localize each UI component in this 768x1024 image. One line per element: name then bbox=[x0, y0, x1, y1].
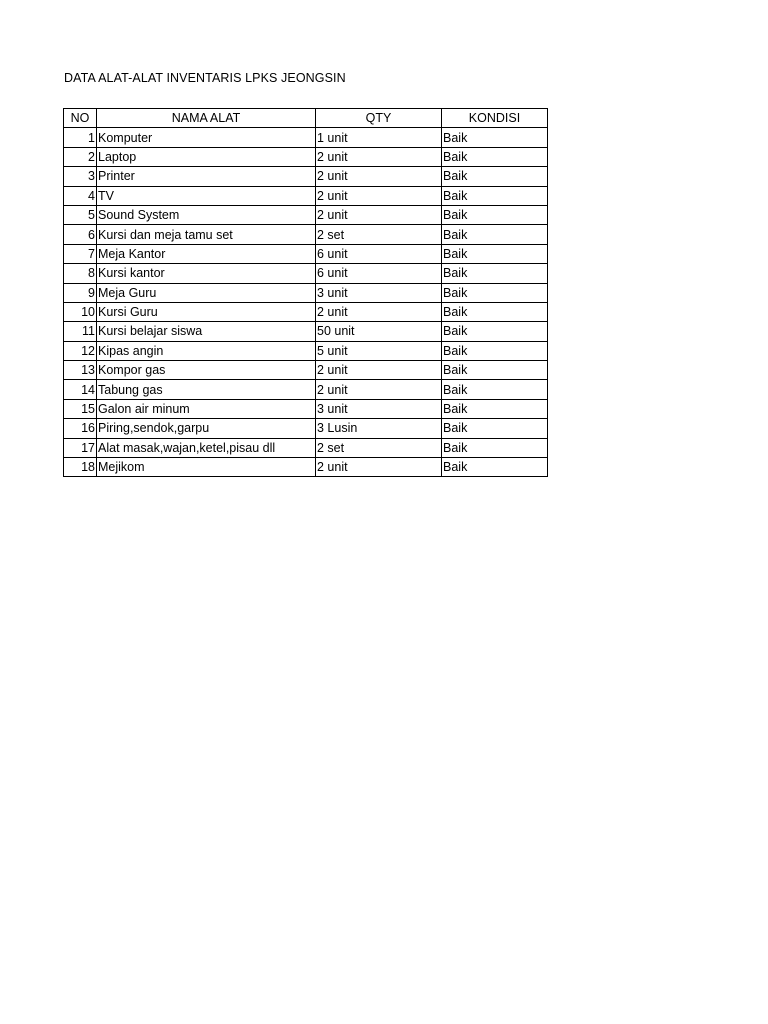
item-condition: Baik bbox=[442, 128, 548, 147]
item-condition: Baik bbox=[442, 341, 548, 360]
item-quantity: 5 unit bbox=[316, 341, 442, 360]
table-row bbox=[64, 128, 548, 147]
item-quantity: 6 unit bbox=[316, 244, 442, 263]
row-number: 2 bbox=[64, 147, 97, 166]
item-name: Printer bbox=[97, 167, 316, 186]
table-row bbox=[64, 147, 548, 166]
item-quantity: 3 unit bbox=[316, 399, 442, 418]
item-condition: Baik bbox=[442, 167, 548, 186]
item-name: Kursi dan meja tamu set bbox=[97, 225, 316, 244]
item-condition: Baik bbox=[442, 264, 548, 283]
item-condition: Baik bbox=[442, 419, 548, 438]
table-row bbox=[64, 438, 548, 457]
item-name: Kompor gas bbox=[97, 361, 316, 380]
item-name: Galon air minum bbox=[97, 399, 316, 418]
item-quantity: 3 Lusin bbox=[316, 419, 442, 438]
item-name: Kursi Guru bbox=[97, 302, 316, 321]
item-condition: Baik bbox=[442, 399, 548, 418]
item-name: TV bbox=[97, 186, 316, 205]
page-title: DATA ALAT-ALAT INVENTARIS LPKS JEONGSIN bbox=[64, 71, 346, 85]
table-row bbox=[64, 322, 548, 341]
item-quantity: 2 unit bbox=[316, 167, 442, 186]
item-name: Piring,sendok,garpu bbox=[97, 419, 316, 438]
item-quantity: 50 unit bbox=[316, 322, 442, 341]
row-number: 11 bbox=[64, 322, 97, 341]
table-row bbox=[64, 399, 548, 418]
table-row bbox=[64, 205, 548, 224]
item-condition: Baik bbox=[442, 302, 548, 321]
row-number: 7 bbox=[64, 244, 97, 263]
item-quantity: 2 unit bbox=[316, 361, 442, 380]
item-condition: Baik bbox=[442, 186, 548, 205]
row-number: 4 bbox=[64, 186, 97, 205]
item-quantity: 2 set bbox=[316, 438, 442, 457]
table-row bbox=[64, 167, 548, 186]
row-number: 9 bbox=[64, 283, 97, 302]
item-quantity: 2 unit bbox=[316, 205, 442, 224]
item-quantity: 2 unit bbox=[316, 186, 442, 205]
item-condition: Baik bbox=[442, 322, 548, 341]
item-name: Tabung gas bbox=[97, 380, 316, 399]
row-number: 18 bbox=[64, 458, 97, 477]
item-condition: Baik bbox=[442, 205, 548, 224]
row-number: 16 bbox=[64, 419, 97, 438]
item-name: Meja Kantor bbox=[97, 244, 316, 263]
table-row bbox=[64, 458, 548, 477]
item-name: Kursi kantor bbox=[97, 264, 316, 283]
item-quantity: 2 unit bbox=[316, 380, 442, 399]
table-row bbox=[64, 283, 548, 302]
table-body bbox=[64, 128, 548, 477]
table-row bbox=[64, 361, 548, 380]
item-name: Meja Guru bbox=[97, 283, 316, 302]
row-number: 10 bbox=[64, 302, 97, 321]
row-number: 13 bbox=[64, 361, 97, 380]
row-number: 5 bbox=[64, 205, 97, 224]
item-quantity: 2 unit bbox=[316, 147, 442, 166]
header-condition: KONDISI bbox=[442, 109, 548, 128]
row-number: 8 bbox=[64, 264, 97, 283]
item-quantity: 2 unit bbox=[316, 458, 442, 477]
row-number: 15 bbox=[64, 399, 97, 418]
table-row bbox=[64, 380, 548, 399]
item-name: Sound System bbox=[97, 205, 316, 224]
header-no: NO bbox=[64, 109, 97, 128]
table-row bbox=[64, 341, 548, 360]
header-qty: QTY bbox=[316, 109, 442, 128]
item-condition: Baik bbox=[442, 283, 548, 302]
table-row bbox=[64, 419, 548, 438]
row-number: 17 bbox=[64, 438, 97, 457]
item-quantity: 2 unit bbox=[316, 302, 442, 321]
item-name: Kursi belajar siswa bbox=[97, 322, 316, 341]
header-name: NAMA ALAT bbox=[97, 109, 316, 128]
item-name: Mejikom bbox=[97, 458, 316, 477]
row-number: 1 bbox=[64, 128, 97, 147]
item-condition: Baik bbox=[442, 225, 548, 244]
item-quantity: 3 unit bbox=[316, 283, 442, 302]
item-quantity: 2 set bbox=[316, 225, 442, 244]
item-name: Laptop bbox=[97, 147, 316, 166]
item-condition: Baik bbox=[442, 458, 548, 477]
item-condition: Baik bbox=[442, 438, 548, 457]
table-row bbox=[64, 244, 548, 263]
table-row bbox=[64, 264, 548, 283]
inventory-table bbox=[63, 108, 548, 477]
item-condition: Baik bbox=[442, 380, 548, 399]
item-name: Kipas angin bbox=[97, 341, 316, 360]
item-quantity: 6 unit bbox=[316, 264, 442, 283]
row-number: 3 bbox=[64, 167, 97, 186]
item-name: Komputer bbox=[97, 128, 316, 147]
row-number: 6 bbox=[64, 225, 97, 244]
item-name: Alat masak,wajan,ketel,pisau dll bbox=[97, 438, 316, 457]
table-header-row bbox=[64, 109, 548, 128]
table-row bbox=[64, 225, 548, 244]
row-number: 12 bbox=[64, 341, 97, 360]
item-condition: Baik bbox=[442, 361, 548, 380]
table-row bbox=[64, 186, 548, 205]
item-quantity: 1 unit bbox=[316, 128, 442, 147]
row-number: 14 bbox=[64, 380, 97, 399]
item-condition: Baik bbox=[442, 147, 548, 166]
table-row bbox=[64, 302, 548, 321]
item-condition: Baik bbox=[442, 244, 548, 263]
